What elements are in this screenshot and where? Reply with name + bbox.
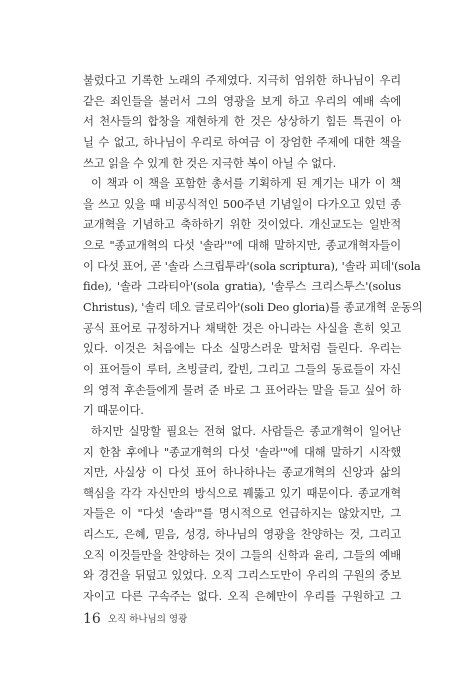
text-line: 있다. 이것은 처음에는 다소 실망스러운 말처럼 들린다. 우리는	[83, 342, 401, 356]
text-line: 교개혁을 기념하고 축하하기 위한 것이었다. 개신교도는 일반적	[83, 218, 401, 232]
text-line: Christus), '솔리 데오 글로리아'(soli Deo gloria)를 종교개혁 운동의	[83, 301, 423, 315]
running-head: 오직 하나님의 영광	[107, 614, 188, 625]
text-line: 쓰고 읽을 수 있게 한 것은 지극한 복이 아닐 수 없다.	[83, 156, 337, 170]
text-line: 오직 이것들만을 찬양하는 것이 그들의 신학과 윤리, 그들의 예배	[83, 548, 401, 562]
text-line: 공식 표어로 규정하거나 채택한 것은 아니라는 사실을 흔히 잊고	[83, 321, 401, 335]
text-line: 같은 죄인들을 불러서 그의 영광을 보게 하고 우리의 예배 속에	[83, 94, 401, 108]
text-line: 불렀다고 기록한 노래의 주제였다. 지극히 엄위한 하나님이 우리	[83, 74, 401, 87]
text-line: 이 책과 이 책을 포함한 총서를 기획하게 된 계기는 내가 이 책	[91, 177, 401, 191]
text-line: 지 한참 후에나 "종교개혁의 다섯 '솔라'"에 대해 말하기 시작했	[83, 445, 401, 459]
paragraph	[83, 71, 401, 174]
text-line: 의 영적 후손들에게 물려 준 바로 그 표어라는 말을 듣고 싶어 하	[83, 383, 401, 397]
text-line: 이 표어들이 루터, 츠빙글리, 칼빈, 그리고 그들의 동료들이 자신	[83, 362, 401, 376]
paragraph	[83, 422, 401, 608]
text-line: 자이고 다른 구속주는 없다. 오직 은혜만이 우리를 구원하고 그	[83, 590, 401, 604]
text-line: 핵심을 각각 자신만의 방식으로 꿰뚫고 있기 때문이다. 종교개혁	[83, 486, 401, 500]
text-line: 기 때문이다.	[83, 404, 144, 418]
text-line: 을 쓰고 있을 때 비공식적인 500주년 기념일이 다가오고 있던 종	[83, 197, 401, 211]
text-line: 닐 수 없고, 하나님이 우리로 하여금 이 장엄한 주제에 대한 책을	[83, 135, 401, 149]
text-line: 하지만 실망할 필요는 전혀 없다. 사람들은 종교개혁이 일어난	[91, 424, 401, 438]
text-line: 리스도, 은혜, 믿음, 성경, 하나님의 영광을 찬양하는 것, 그리고	[83, 528, 401, 542]
text-line: 와 경건을 뒤덮고 있었다. 오직 그리스도만이 우리의 구원의 중보	[83, 569, 401, 583]
text-line: 으로 "종교개혁의 다섯 '솔라'"에 대해 말하지만, 종교개혁자들이	[83, 239, 401, 253]
paragraph	[83, 174, 423, 422]
text-line: 서 천사들의 합창을 재현하게 한 것은 상상하기 힘든 특권이 아	[83, 115, 401, 129]
page-footer	[83, 611, 187, 627]
text-line: 이 다섯 표어, 곧 '솔라 스크립투라'(sola scriptura), '솔라 피데'(sola	[83, 259, 421, 273]
page-number: 16	[83, 611, 101, 627]
text-line: 지만, 사실상 이 다섯 표어 하나하나는 종교개혁의 신앙과 삶의	[83, 466, 401, 480]
text-line: 자들은 이 "다섯 '솔라'"를 명시적으로 언급하지는 않았지만, 그	[83, 507, 401, 521]
text-line: fide), '솔라 그라티아'(sola gratia), '솔루스 크리스투스'(solus	[83, 280, 401, 294]
body-text	[83, 71, 423, 608]
